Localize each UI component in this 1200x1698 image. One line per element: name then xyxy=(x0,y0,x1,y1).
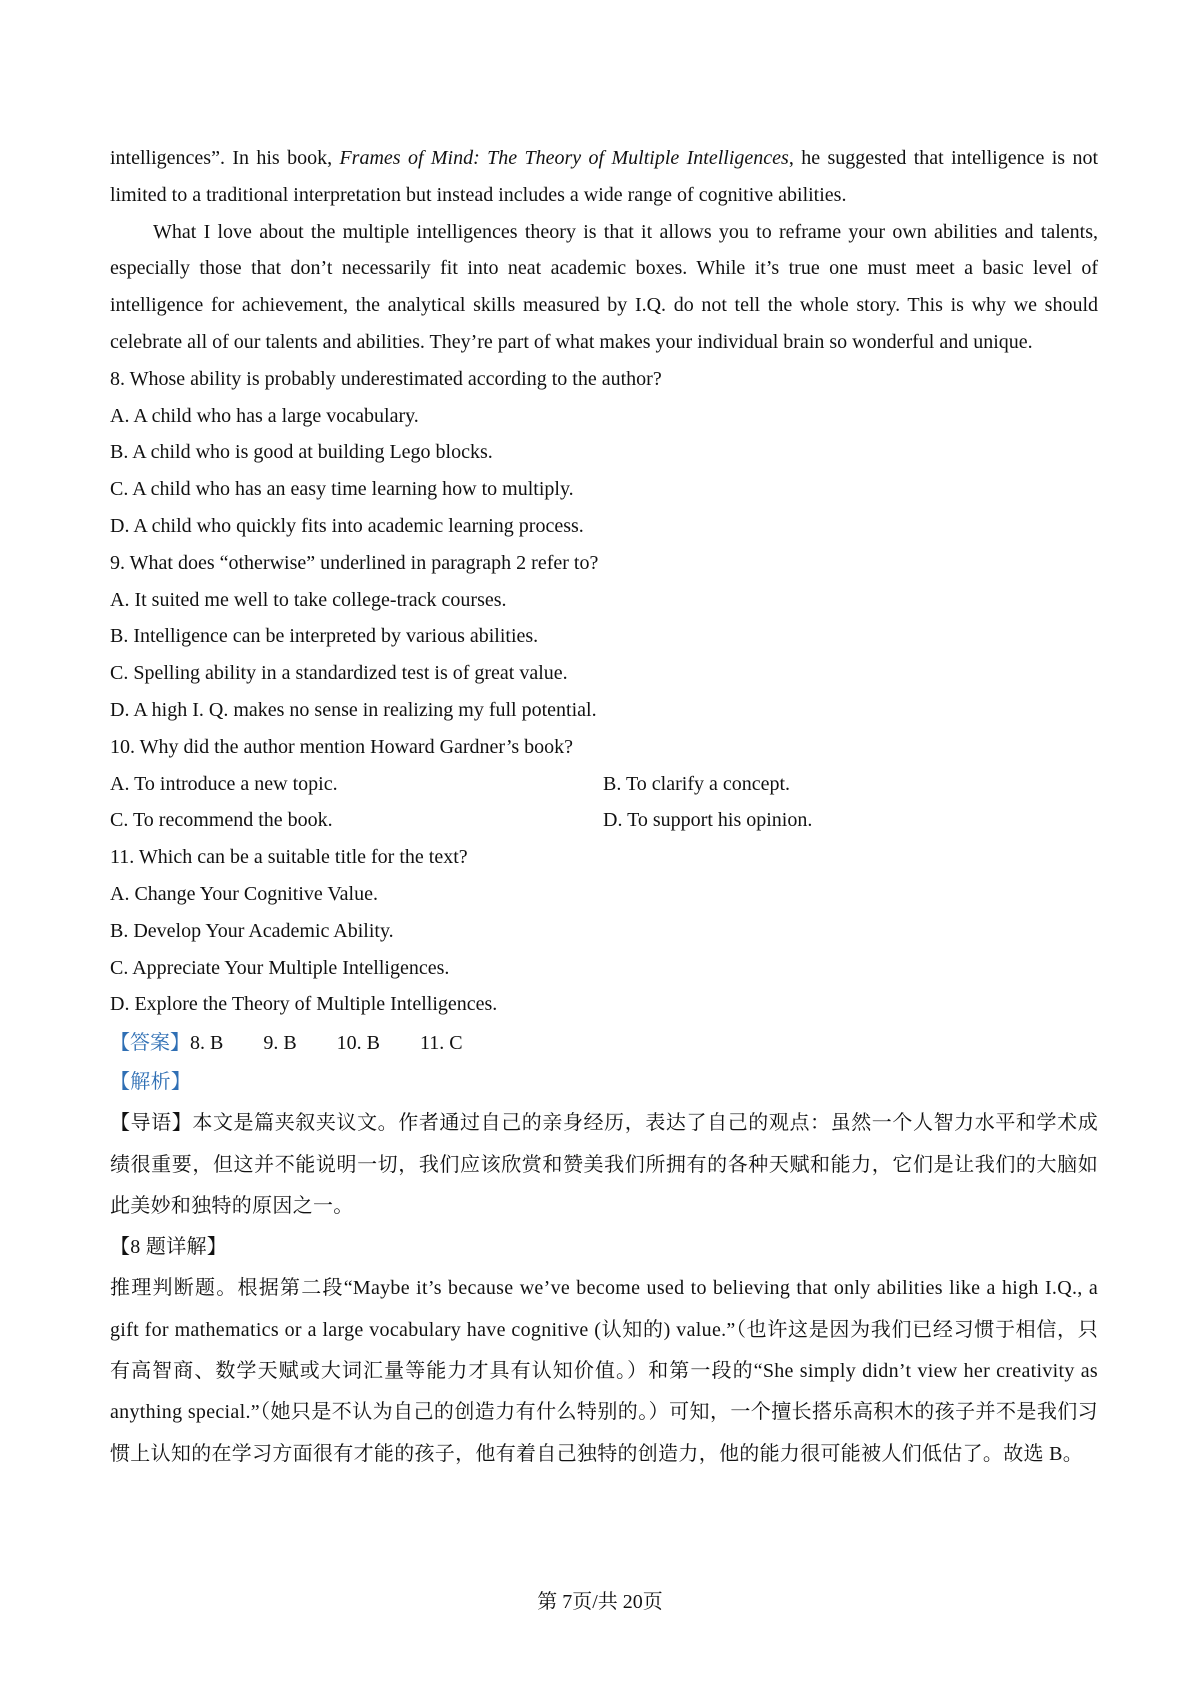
question-9-stem: 9. What does “otherwise” underlined in paragraph 2 refer to? xyxy=(110,551,599,574)
question-10-options-row-2 xyxy=(110,802,1098,839)
question-10-option-b: B. To clarify a concept. xyxy=(603,772,791,795)
question-9-option-b: B. Intelligence can be interpreted by various abilities. xyxy=(110,625,539,648)
question-11-option-d: D. Explore the Theory of Multiple Intelligences. xyxy=(110,993,498,1016)
question-11-option-a: A. Change Your Cognitive Value. xyxy=(110,882,378,905)
q8-detail-heading: 【8 题详解】 xyxy=(110,1236,228,1259)
book-title: Frames of Mind: The Theory of Multiple Intelligences xyxy=(339,147,789,169)
passage-p1-start: intelligences”. In his book, xyxy=(110,147,340,169)
question-10-option-c: C. To recommend the book. xyxy=(110,809,333,832)
analysis-intro xyxy=(110,1103,1098,1227)
question-10-stem: 10. Why did the author mention Howard Gardner’s book? xyxy=(110,735,574,758)
question-9-option-d: D. A high I. Q. makes no sense in realizing my full potential. xyxy=(110,698,597,721)
question-8-option-b: B. A child who is good at building Lego blocks. xyxy=(110,441,493,464)
question-11-option-c: C. Appreciate Your Multiple Intelligences. xyxy=(110,956,450,979)
question-11-stem: 11. Which can be a suitable title for the text? xyxy=(110,846,468,869)
question-10-options-row-1 xyxy=(110,766,1098,803)
question-11-option-b: B. Develop Your Academic Ability. xyxy=(110,919,394,942)
answer-values: 8. B 9. B 10. B 11. C xyxy=(190,1032,463,1055)
passage-paragraph-2: What I love about the multiple intelligences theory is that it allows you to reframe your own abilities and talents, especially those that don’t necessarily fit into neat academic boxes. While it’s true one must meet a basic level of intelligence for achievement, the analytical skills measured by I.Q. do not tell the whole story. This is why we should celebrate all of our talents and abilities. They’re part of what makes your individual brain so wonderful and unique. xyxy=(110,220,1098,353)
question-9-option-c: C. Spelling ability in a standardized test is of great value. xyxy=(110,662,568,685)
intro-tag: 【导语】 xyxy=(110,1112,193,1135)
passage-p1-end: , he suggested that intelligence is not limited to a traditional interpretation but instead includes a wide range of cognitive abilities. xyxy=(110,147,1099,206)
intro-text: 本文是篇夹叙夹议文。作者通过自己的亲身经历，表达了自己的观点：虽然一个人智力水平和学术成绩很重要，但这并不能说明一切，我们应该欣赏和赞美我们所拥有的各种天赋和能力，它们是让我们的大脑如此美妙和独特的原因之一。 xyxy=(110,1112,1098,1217)
answer-tag: 【答案】 xyxy=(110,1032,190,1055)
analysis-tag: 【解析】 xyxy=(110,1070,192,1093)
passage-paragraph-1 xyxy=(110,140,1098,214)
question-10-option-a: A. To introduce a new topic. xyxy=(110,772,338,795)
question-9-option-a: A. It suited me well to take college-track courses. xyxy=(110,588,507,611)
question-8-option-c: C. A child who has an easy time learning how to multiply. xyxy=(110,478,574,501)
question-8-stem: 8. Whose ability is probably underestimated according to the author? xyxy=(110,367,662,390)
answer-line xyxy=(110,1025,1098,1062)
document-page xyxy=(110,140,1098,1475)
question-8-option-d: D. A child who quickly fits into academic learning process. xyxy=(110,514,584,537)
question-8-option-a: A. A child who has a large vocabulary. xyxy=(110,404,419,427)
q8-detail-text: 推理判断题。根据第二段“Maybe it’s because we’ve become used to believing that only abilities like a high I.Q., a gift for mathematics or a large vocabulary have cognitive (认知的) value.”（也许这是因为我们已经习惯于相信，只有高智商、数学天赋或大词汇量等能力才具有认知价值。）和第一段的“She simply didn’t view her creativity as anything special.”（她只是不认为自己的创造力有什么特别的。）可知，一个擅长搭乐高积木的孩子并不是我们习惯上认知的在学习方面很有才能的孩子，他有着自己独特的创造力，他的能力很可能被人们低估了。故选 B。 xyxy=(110,1277,1098,1465)
question-10-option-d: D. To support his opinion. xyxy=(603,809,813,832)
page-number-footer: 第 7页/共 20页 xyxy=(537,1591,663,1613)
